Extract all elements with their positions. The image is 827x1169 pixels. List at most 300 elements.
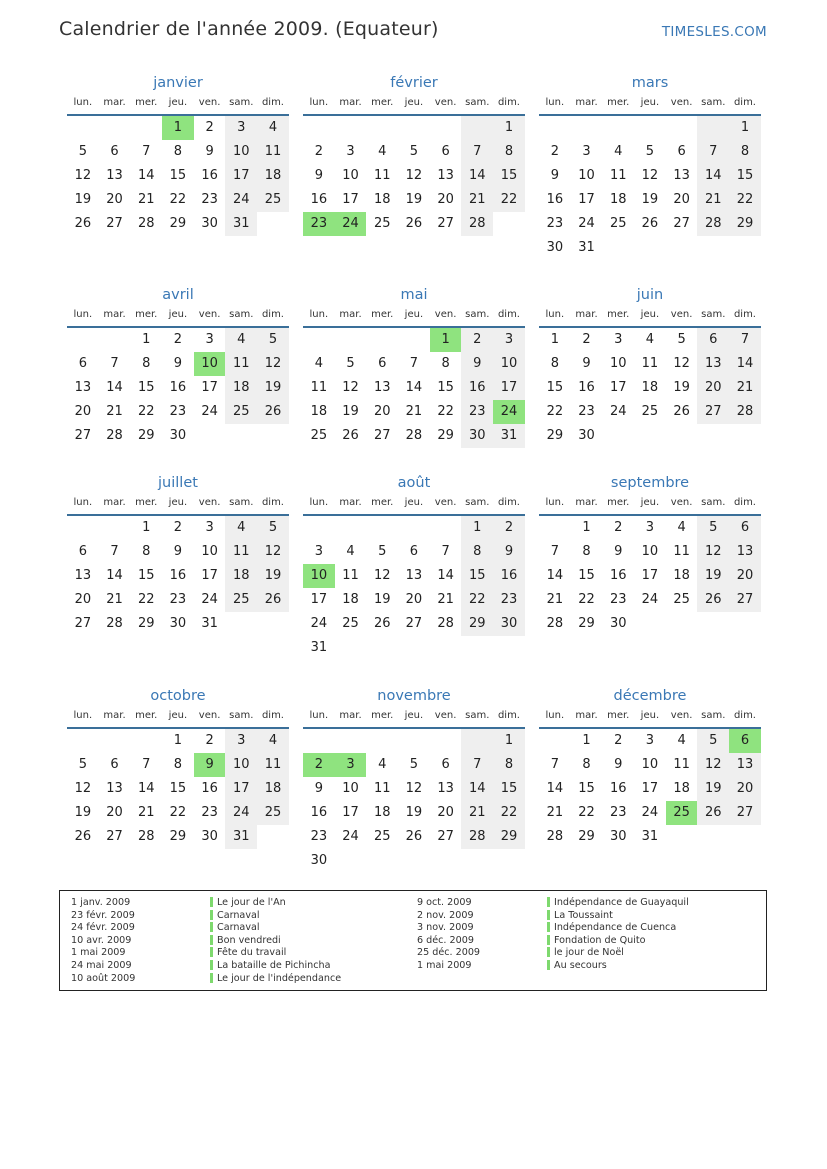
weekday-header bbox=[303, 707, 525, 729]
weekday-label: jeu. bbox=[640, 309, 660, 320]
day-cell: 13 bbox=[74, 380, 92, 395]
day-cell: 1 bbox=[582, 520, 591, 535]
day-cell: 18 bbox=[373, 805, 391, 820]
day-cell: 3 bbox=[225, 729, 257, 753]
holiday-day: 1 bbox=[162, 116, 194, 140]
legend-date: 9 oct. 2009 bbox=[417, 897, 472, 908]
day-cell: 12 bbox=[697, 753, 729, 777]
legend-date: 10 avr. 2009 bbox=[71, 934, 132, 946]
day-cell: 17 bbox=[641, 781, 659, 796]
day-cell: 2 bbox=[314, 144, 323, 159]
legend-marker bbox=[210, 947, 213, 957]
day-cell: 6 bbox=[729, 516, 761, 540]
day-cell: 27 bbox=[74, 616, 92, 631]
month-11 bbox=[539, 685, 761, 849]
weekday-label: mar. bbox=[103, 97, 126, 108]
empty-cell bbox=[539, 516, 571, 540]
weekday-label: mer. bbox=[371, 97, 394, 108]
weekday-label: lun. bbox=[73, 97, 93, 108]
day-cell: 21 bbox=[106, 592, 123, 607]
legend-marker bbox=[547, 910, 550, 920]
day-cell: 19 bbox=[405, 805, 423, 820]
day-cell: 5 bbox=[378, 544, 387, 559]
weekday-label: jeu. bbox=[640, 710, 660, 721]
day-cell: 2 bbox=[461, 328, 493, 352]
day-cell: 27 bbox=[729, 588, 761, 612]
day-cell: 11 bbox=[257, 140, 289, 164]
weekday-label: dim. bbox=[733, 710, 756, 721]
day-cell: 17 bbox=[201, 380, 218, 395]
day-cell: 6 bbox=[677, 144, 686, 159]
day-cell: 1 bbox=[173, 733, 183, 748]
day-cell: 10 bbox=[609, 356, 627, 371]
day-cell: 12 bbox=[405, 168, 423, 183]
day-cell: 6 bbox=[110, 757, 119, 772]
day-cell: 8 bbox=[441, 356, 450, 371]
brand-link[interactable]: TIMESLES.COM bbox=[661, 24, 767, 40]
day-cell: 7 bbox=[409, 356, 419, 371]
day-cell: 14 bbox=[461, 164, 493, 188]
day-cell: 1 bbox=[461, 516, 493, 540]
weekday-label: mar. bbox=[575, 309, 598, 320]
day-cell: 3 bbox=[493, 328, 525, 352]
empty-cell bbox=[99, 328, 131, 352]
day-cell: 22 bbox=[493, 801, 525, 825]
day-grid bbox=[539, 116, 761, 260]
day-cell: 25 bbox=[257, 188, 289, 212]
day-cell: 10 bbox=[641, 757, 659, 772]
weekday-label: ven. bbox=[198, 710, 221, 721]
day-cell: 30 bbox=[493, 612, 525, 636]
day-cell: 22 bbox=[578, 592, 595, 607]
weekday-label: lun. bbox=[309, 309, 329, 320]
weekday-label: ven. bbox=[198, 497, 221, 508]
legend-date: 25 déc. 2009 bbox=[417, 947, 481, 959]
day-cell: 9 bbox=[614, 757, 623, 772]
day-cell: 15 bbox=[578, 781, 595, 796]
day-cell: 24 bbox=[641, 805, 659, 820]
legend-name-text: Bon vendredi bbox=[217, 934, 281, 946]
day-cell: 26 bbox=[641, 216, 659, 231]
day-cell: 8 bbox=[582, 544, 591, 559]
empty-cell bbox=[398, 516, 430, 540]
weekday-label: lun. bbox=[73, 309, 93, 320]
day-cell: 17 bbox=[310, 592, 328, 607]
day-cell: 28 bbox=[546, 616, 564, 631]
legend-holiday-name bbox=[547, 947, 689, 960]
weekday-label: dim. bbox=[497, 309, 520, 320]
legend-date: 24 mai 2009 bbox=[71, 959, 132, 971]
empty-cell bbox=[666, 116, 698, 140]
day-cell: 23 bbox=[461, 400, 493, 424]
day-cell: 27 bbox=[106, 216, 123, 231]
day-cell: 26 bbox=[697, 801, 729, 825]
day-cell: 22 bbox=[169, 192, 187, 207]
legend-marker bbox=[210, 935, 213, 945]
weekday-label: lun. bbox=[545, 710, 565, 721]
day-cell: 18 bbox=[342, 592, 359, 607]
legend-name-text: La Toussaint bbox=[554, 909, 613, 921]
day-cell: 8 bbox=[173, 757, 183, 772]
day-cell: 7 bbox=[550, 544, 559, 559]
weekday-label: sam. bbox=[229, 309, 254, 320]
day-cell: 16 bbox=[609, 781, 627, 796]
weekday-label: mer. bbox=[135, 710, 158, 721]
month-1 bbox=[303, 72, 525, 236]
day-cell: 2 bbox=[173, 332, 183, 347]
day-cell: 30 bbox=[169, 428, 187, 443]
weekday-label: mar. bbox=[575, 97, 598, 108]
weekday-label: jeu. bbox=[404, 497, 424, 508]
day-cell: 25 bbox=[257, 801, 289, 825]
day-cell: 29 bbox=[578, 829, 595, 844]
day-cell: 8 bbox=[142, 356, 151, 371]
day-cell: 8 bbox=[493, 753, 525, 777]
legend-name-text: La bataille de Pichincha bbox=[217, 959, 331, 971]
day-cell: 5 bbox=[257, 328, 289, 352]
weekday-label: jeu. bbox=[168, 710, 188, 721]
legend-marker bbox=[210, 973, 213, 983]
weekday-label: sam. bbox=[229, 497, 254, 508]
day-cell: 28 bbox=[729, 400, 761, 424]
holiday-day: 24 bbox=[335, 212, 367, 236]
day-cell: 23 bbox=[310, 829, 328, 844]
day-cell: 16 bbox=[201, 168, 218, 183]
day-cell: 12 bbox=[405, 781, 423, 796]
month-8 bbox=[539, 472, 761, 636]
day-cell: 27 bbox=[673, 216, 690, 231]
day-cell: 30 bbox=[201, 216, 218, 231]
holiday-day: 23 bbox=[303, 212, 335, 236]
weekday-label: dim. bbox=[261, 309, 284, 320]
legend-names-right bbox=[547, 897, 689, 973]
day-cell: 5 bbox=[697, 516, 729, 540]
empty-cell bbox=[130, 729, 162, 753]
day-cell: 28 bbox=[405, 428, 423, 443]
day-cell: 31 bbox=[493, 424, 525, 448]
weekday-label: lun. bbox=[73, 710, 93, 721]
day-cell: 15 bbox=[137, 568, 155, 583]
legend-name-text: Indépendance de Cuenca bbox=[554, 922, 677, 934]
day-cell: 5 bbox=[677, 332, 686, 347]
weekday-label: ven. bbox=[670, 97, 693, 108]
day-cell: 30 bbox=[461, 424, 493, 448]
day-cell: 2 bbox=[493, 516, 525, 540]
weekday-label: sam. bbox=[229, 97, 254, 108]
empty-cell bbox=[366, 328, 398, 352]
day-cell: 28 bbox=[437, 616, 454, 631]
day-cell: 3 bbox=[205, 520, 214, 535]
day-cell: 20 bbox=[373, 404, 391, 419]
day-cell: 29 bbox=[137, 616, 155, 631]
weekday-label: sam. bbox=[701, 497, 726, 508]
day-cell: 7 bbox=[441, 544, 450, 559]
legend-holiday-name bbox=[547, 960, 689, 973]
day-cell: 22 bbox=[546, 404, 564, 419]
month-7 bbox=[303, 472, 525, 660]
day-grid bbox=[303, 516, 525, 660]
legend-name-text: Le jour de l'An bbox=[217, 897, 286, 908]
day-cell: 10 bbox=[493, 352, 525, 376]
month-name: décembre bbox=[613, 688, 687, 704]
day-grid bbox=[539, 729, 761, 849]
day-cell: 26 bbox=[342, 428, 359, 443]
day-cell: 24 bbox=[310, 616, 328, 631]
weekday-header bbox=[539, 707, 761, 729]
day-cell: 20 bbox=[106, 192, 123, 207]
day-cell: 13 bbox=[373, 380, 391, 395]
day-cell: 10 bbox=[641, 544, 659, 559]
empty-cell bbox=[335, 516, 367, 540]
empty-cell bbox=[366, 116, 398, 140]
empty-cell bbox=[67, 729, 99, 753]
day-cell: 10 bbox=[201, 544, 218, 559]
day-cell: 17 bbox=[609, 380, 627, 395]
day-cell: 21 bbox=[697, 188, 729, 212]
day-cell: 25 bbox=[373, 829, 391, 844]
day-cell: 6 bbox=[378, 356, 387, 371]
day-cell: 20 bbox=[74, 404, 92, 419]
legend-holiday-name bbox=[210, 897, 341, 910]
legend-marker bbox=[210, 922, 213, 932]
day-cell: 5 bbox=[409, 757, 419, 772]
day-cell: 26 bbox=[74, 829, 92, 844]
weekday-label: mer. bbox=[607, 497, 630, 508]
day-cell: 25 bbox=[342, 616, 359, 631]
day-cell: 14 bbox=[546, 781, 564, 796]
day-cell: 20 bbox=[74, 592, 92, 607]
weekday-label: jeu. bbox=[640, 97, 660, 108]
day-cell: 6 bbox=[409, 544, 419, 559]
day-cell: 29 bbox=[437, 428, 454, 443]
day-cell: 3 bbox=[314, 544, 323, 559]
weekday-label: ven. bbox=[434, 710, 457, 721]
day-cell: 16 bbox=[310, 192, 328, 207]
day-cell: 12 bbox=[673, 356, 690, 371]
day-cell: 20 bbox=[729, 564, 761, 588]
day-cell: 15 bbox=[461, 564, 493, 588]
empty-cell bbox=[303, 516, 335, 540]
empty-cell bbox=[571, 116, 603, 140]
day-cell: 13 bbox=[106, 781, 123, 796]
legend-name-text: Carnaval bbox=[217, 909, 260, 921]
day-cell: 7 bbox=[110, 356, 119, 371]
legend-holiday-name bbox=[210, 947, 341, 960]
day-cell: 1 bbox=[550, 332, 559, 347]
empty-cell bbox=[697, 116, 729, 140]
weekday-label: sam. bbox=[701, 97, 726, 108]
day-cell: 17 bbox=[342, 805, 359, 820]
month-name: septembre bbox=[610, 475, 690, 491]
weekday-label: sam. bbox=[701, 710, 726, 721]
day-cell: 14 bbox=[437, 568, 454, 583]
empty-cell bbox=[430, 116, 462, 140]
weekday-label: mar. bbox=[339, 710, 362, 721]
day-cell: 25 bbox=[673, 592, 690, 607]
day-cell: 21 bbox=[729, 376, 761, 400]
day-cell: 10 bbox=[225, 140, 257, 164]
month-name: août bbox=[397, 475, 431, 491]
weekday-label: mar. bbox=[103, 309, 126, 320]
day-cell: 19 bbox=[257, 376, 289, 400]
empty-cell bbox=[67, 328, 99, 352]
day-cell: 15 bbox=[137, 380, 155, 395]
weekday-label: dim. bbox=[733, 497, 756, 508]
day-cell: 1 bbox=[142, 332, 151, 347]
day-cell: 14 bbox=[106, 568, 123, 583]
day-cell: 23 bbox=[201, 805, 218, 820]
day-cell: 12 bbox=[257, 352, 289, 376]
day-cell: 13 bbox=[437, 168, 454, 183]
day-cell: 4 bbox=[645, 332, 655, 347]
day-cell: 15 bbox=[493, 777, 525, 801]
day-cell: 7 bbox=[110, 544, 119, 559]
weekday-label: dim. bbox=[497, 97, 520, 108]
day-cell: 11 bbox=[673, 544, 690, 559]
day-cell: 23 bbox=[169, 592, 187, 607]
day-cell: 20 bbox=[437, 805, 454, 820]
weekday-label: mer. bbox=[371, 497, 394, 508]
holiday-day: 24 bbox=[493, 400, 525, 424]
day-cell: 24 bbox=[225, 801, 257, 825]
day-cell: 4 bbox=[346, 544, 355, 559]
weekday-label: jeu. bbox=[168, 309, 188, 320]
day-cell: 12 bbox=[342, 380, 359, 395]
day-cell: 3 bbox=[346, 144, 355, 159]
day-cell: 22 bbox=[169, 805, 187, 820]
day-cell: 23 bbox=[609, 805, 627, 820]
weekday-label: jeu. bbox=[168, 97, 188, 108]
month-name: octobre bbox=[150, 688, 206, 704]
day-cell: 12 bbox=[257, 540, 289, 564]
day-cell: 16 bbox=[461, 376, 493, 400]
weekday-label: mar. bbox=[103, 710, 126, 721]
legend-marker bbox=[210, 910, 213, 920]
empty-cell bbox=[430, 729, 462, 753]
day-cell: 21 bbox=[437, 592, 454, 607]
day-cell: 17 bbox=[641, 568, 659, 583]
day-cell: 19 bbox=[74, 192, 92, 207]
day-cell: 30 bbox=[609, 829, 627, 844]
day-cell: 2 bbox=[614, 520, 623, 535]
day-cell: 28 bbox=[106, 616, 123, 631]
weekday-label: jeu. bbox=[404, 309, 424, 320]
weekday-label: ven. bbox=[434, 309, 457, 320]
weekday-label: mar. bbox=[575, 710, 598, 721]
day-cell: 29 bbox=[461, 612, 493, 636]
day-cell: 24 bbox=[225, 188, 257, 212]
day-cell: 2 bbox=[173, 520, 183, 535]
holiday-day: 10 bbox=[303, 564, 335, 588]
day-cell: 3 bbox=[645, 520, 655, 535]
day-cell: 4 bbox=[677, 733, 686, 748]
weekday-label: mer. bbox=[135, 97, 158, 108]
day-cell: 31 bbox=[201, 616, 218, 631]
day-cell: 7 bbox=[142, 144, 151, 159]
day-cell: 19 bbox=[373, 592, 391, 607]
weekday-label: dim. bbox=[261, 97, 284, 108]
day-cell: 14 bbox=[697, 164, 729, 188]
weekday-label: ven. bbox=[198, 97, 221, 108]
day-cell: 3 bbox=[582, 144, 591, 159]
day-cell: 26 bbox=[257, 588, 289, 612]
legend-name-text: Le jour de l'indépendance bbox=[217, 972, 342, 984]
day-cell: 21 bbox=[546, 592, 564, 607]
day-cell: 25 bbox=[609, 216, 627, 231]
page-title: Calendrier de l'année 2009. (Equateur) bbox=[59, 18, 439, 40]
day-cell: 14 bbox=[729, 352, 761, 376]
day-cell: 31 bbox=[225, 212, 257, 236]
day-cell: 20 bbox=[405, 592, 423, 607]
weekday-label: sam. bbox=[465, 97, 490, 108]
day-cell: 29 bbox=[493, 825, 525, 849]
day-cell: 17 bbox=[225, 777, 257, 801]
day-cell: 11 bbox=[225, 352, 257, 376]
legend-holiday-name bbox=[210, 935, 341, 948]
empty-cell bbox=[539, 729, 571, 753]
day-cell: 13 bbox=[437, 781, 454, 796]
weekday-header bbox=[67, 494, 289, 516]
day-cell: 8 bbox=[550, 356, 559, 371]
legend-date: 3 nov. 2009 bbox=[417, 922, 474, 934]
day-cell: 19 bbox=[697, 564, 729, 588]
weekday-label: mer. bbox=[371, 710, 394, 721]
day-cell: 5 bbox=[409, 144, 419, 159]
day-cell: 7 bbox=[697, 140, 729, 164]
empty-cell bbox=[130, 116, 162, 140]
day-cell: 28 bbox=[697, 212, 729, 236]
day-cell: 21 bbox=[546, 805, 564, 820]
day-cell: 30 bbox=[546, 240, 564, 255]
legend-dates-right bbox=[417, 897, 480, 973]
day-cell: 4 bbox=[614, 144, 623, 159]
day-cell: 13 bbox=[697, 352, 729, 376]
day-cell: 22 bbox=[137, 404, 155, 419]
day-cell: 9 bbox=[205, 144, 214, 159]
legend-holiday-name bbox=[547, 922, 689, 935]
day-cell: 21 bbox=[137, 192, 155, 207]
day-cell: 1 bbox=[142, 520, 151, 535]
day-cell: 22 bbox=[729, 188, 761, 212]
day-cell: 9 bbox=[173, 544, 183, 559]
day-cell: 6 bbox=[110, 144, 119, 159]
legend-marker bbox=[547, 947, 550, 957]
weekday-label: ven. bbox=[670, 497, 693, 508]
day-cell: 24 bbox=[578, 216, 595, 231]
weekday-label: mer. bbox=[607, 309, 630, 320]
day-cell: 10 bbox=[225, 753, 257, 777]
weekday-label: sam. bbox=[465, 497, 490, 508]
legend-name-text: Carnaval bbox=[217, 922, 260, 934]
day-cell: 18 bbox=[225, 564, 257, 588]
holiday-day: 6 bbox=[729, 729, 761, 753]
day-grid bbox=[67, 116, 289, 236]
day-cell: 29 bbox=[169, 829, 187, 844]
day-cell: 19 bbox=[673, 380, 690, 395]
day-cell: 9 bbox=[314, 781, 323, 796]
day-cell: 9 bbox=[461, 352, 493, 376]
weekday-label: mar. bbox=[103, 497, 126, 508]
weekday-label: ven. bbox=[434, 97, 457, 108]
day-cell: 18 bbox=[225, 376, 257, 400]
legend-dates-left bbox=[71, 897, 135, 985]
weekday-label: mer. bbox=[371, 309, 394, 320]
day-cell: 9 bbox=[614, 544, 623, 559]
day-cell: 22 bbox=[578, 805, 595, 820]
day-cell: 31 bbox=[310, 640, 328, 655]
day-cell: 11 bbox=[609, 168, 627, 183]
day-cell: 31 bbox=[578, 240, 595, 255]
